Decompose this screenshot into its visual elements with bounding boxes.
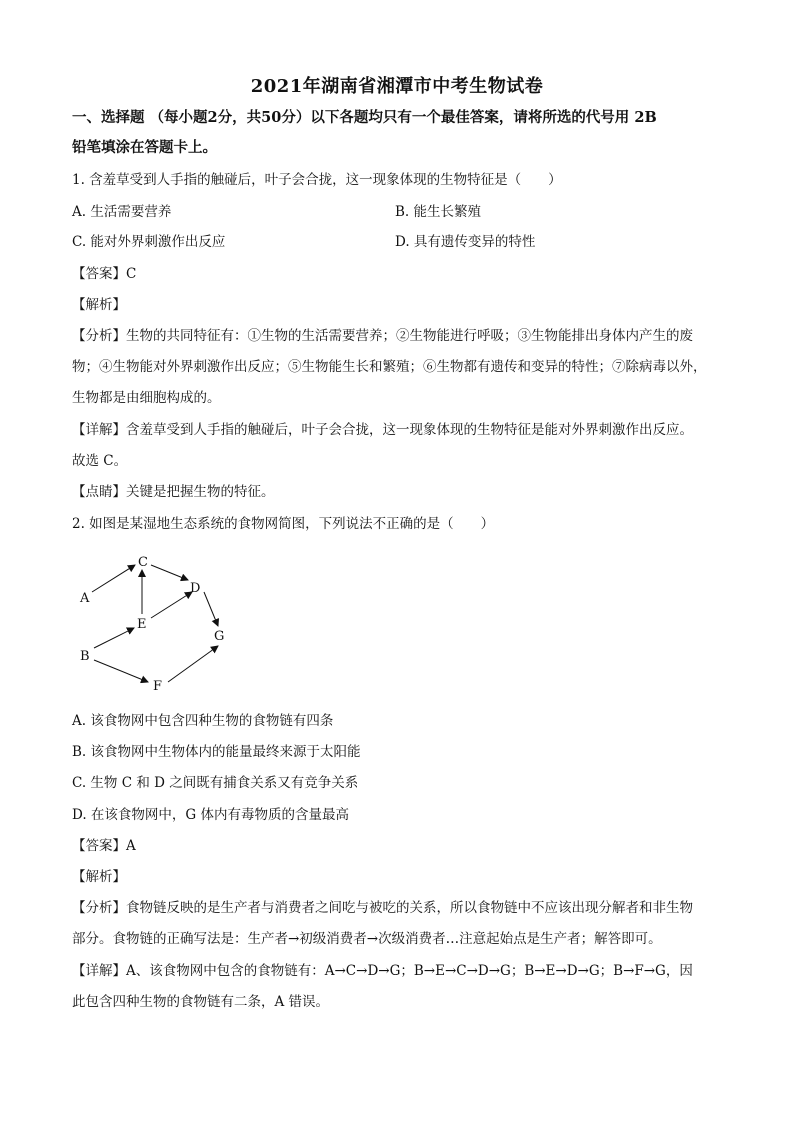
node-f: F: [153, 679, 163, 694]
q1-stem: 1. 含羞草受到人手指的触碰后，叶子会合拢，这一现象体现的生物特征是（ ）: [72, 172, 562, 188]
q1-fenxi-line2: 物；④生物能对外界刺激作出反应；⑤生物能生长和繁殖；⑥生物都有遗传和变异的特性；⑦除病毒以外，: [72, 359, 707, 375]
section-heading-line2: 铅笔填涂在答题卡上。: [72, 139, 217, 156]
q1-fenxi-line1: 【分析】生物的共同特征有：①生物的生活需要营养；②生物能进行呼吸；③生物能排出身体内产生的废: [72, 328, 693, 344]
node-c: C: [138, 555, 148, 570]
q2-option-a: A. 该食物网中包含四种生物的食物链有四条: [72, 713, 334, 729]
food-web-diagram: [72, 548, 242, 698]
q2-stem: 2. 如图是某湿地生态系统的食物网简图，下列说法不正确的是（ ）: [72, 516, 495, 532]
q2-fenxi-line1: 【分析】食物链反映的是生产者与消费者之间吃与被吃的关系，所以食物链中不应该出现分解者和非生物: [72, 900, 693, 916]
node-a: A: [80, 591, 90, 606]
q1-option-b: B. 能生长繁殖: [395, 204, 482, 220]
node-e: E: [137, 617, 147, 632]
q2-option-d: D. 在该食物网中，G 体内有毒物质的含量最高: [72, 807, 349, 823]
node-b: B: [80, 649, 90, 664]
q1-answer: 【答案】C: [72, 266, 137, 282]
edge-a-c: [92, 565, 135, 592]
edge-c-d: [151, 565, 188, 580]
q2-xiangjie-line1: 【详解】A、该食物网中包含的食物链有：A→C→D→G；B→E→C→D→G；B→E→D→G；B→F→G，因: [72, 963, 693, 979]
page-title: 2021年湖南省湘潭市中考生物试卷: [250, 76, 544, 97]
q2-answer: 【答案】A: [72, 838, 136, 854]
q1-xiangjie-line1: 【详解】含羞草受到人手指的触碰后，叶子会合拢，这一现象体现的生物特征是能对外界刺激作出反应。: [72, 422, 693, 438]
section-heading-line1: 一、选择题 （每小题2分，共50分）以下各题均只有一个最佳答案，请将所选的代号用 2B: [72, 109, 657, 126]
q1-option-a: A. 生活需要营养: [72, 204, 172, 220]
edge-b-e: [94, 628, 134, 648]
q1-option-d: D. 具有遗传变异的特性: [395, 234, 536, 250]
q1-analysis-label: 【解析】: [72, 297, 126, 313]
q1-xiangjie-line2: 故选 C。: [72, 453, 128, 469]
node-g: G: [214, 629, 225, 644]
q2-option-c: C. 生物 C 和 D 之间既有捕食关系又有竞争关系: [72, 775, 359, 791]
edge-b-f: [94, 660, 148, 682]
q2-xiangjie-line2: 此包含四种生物的食物链有二条，A 错误。: [72, 994, 330, 1010]
node-d: D: [190, 581, 201, 596]
q2-analysis-label: 【解析】: [72, 869, 126, 885]
q1-dianjing: 【点睛】关键是把握生物的特征。: [72, 484, 275, 500]
edge-e-d: [151, 592, 192, 618]
q2-option-b: B. 该食物网中生物体内的能量最终来源于太阳能: [72, 744, 361, 760]
q1-option-c: C. 能对外界刺激作出反应: [72, 234, 226, 250]
edge-f-g: [168, 646, 218, 682]
q1-fenxi-line3: 生物都是由细胞构成的。: [72, 390, 221, 406]
edge-d-g: [204, 592, 218, 626]
q2-fenxi-line2: 部分。食物链的正确写法是：生产者→初级消费者→次级消费者…注意起始点是生产者；解答即可。: [72, 931, 662, 947]
